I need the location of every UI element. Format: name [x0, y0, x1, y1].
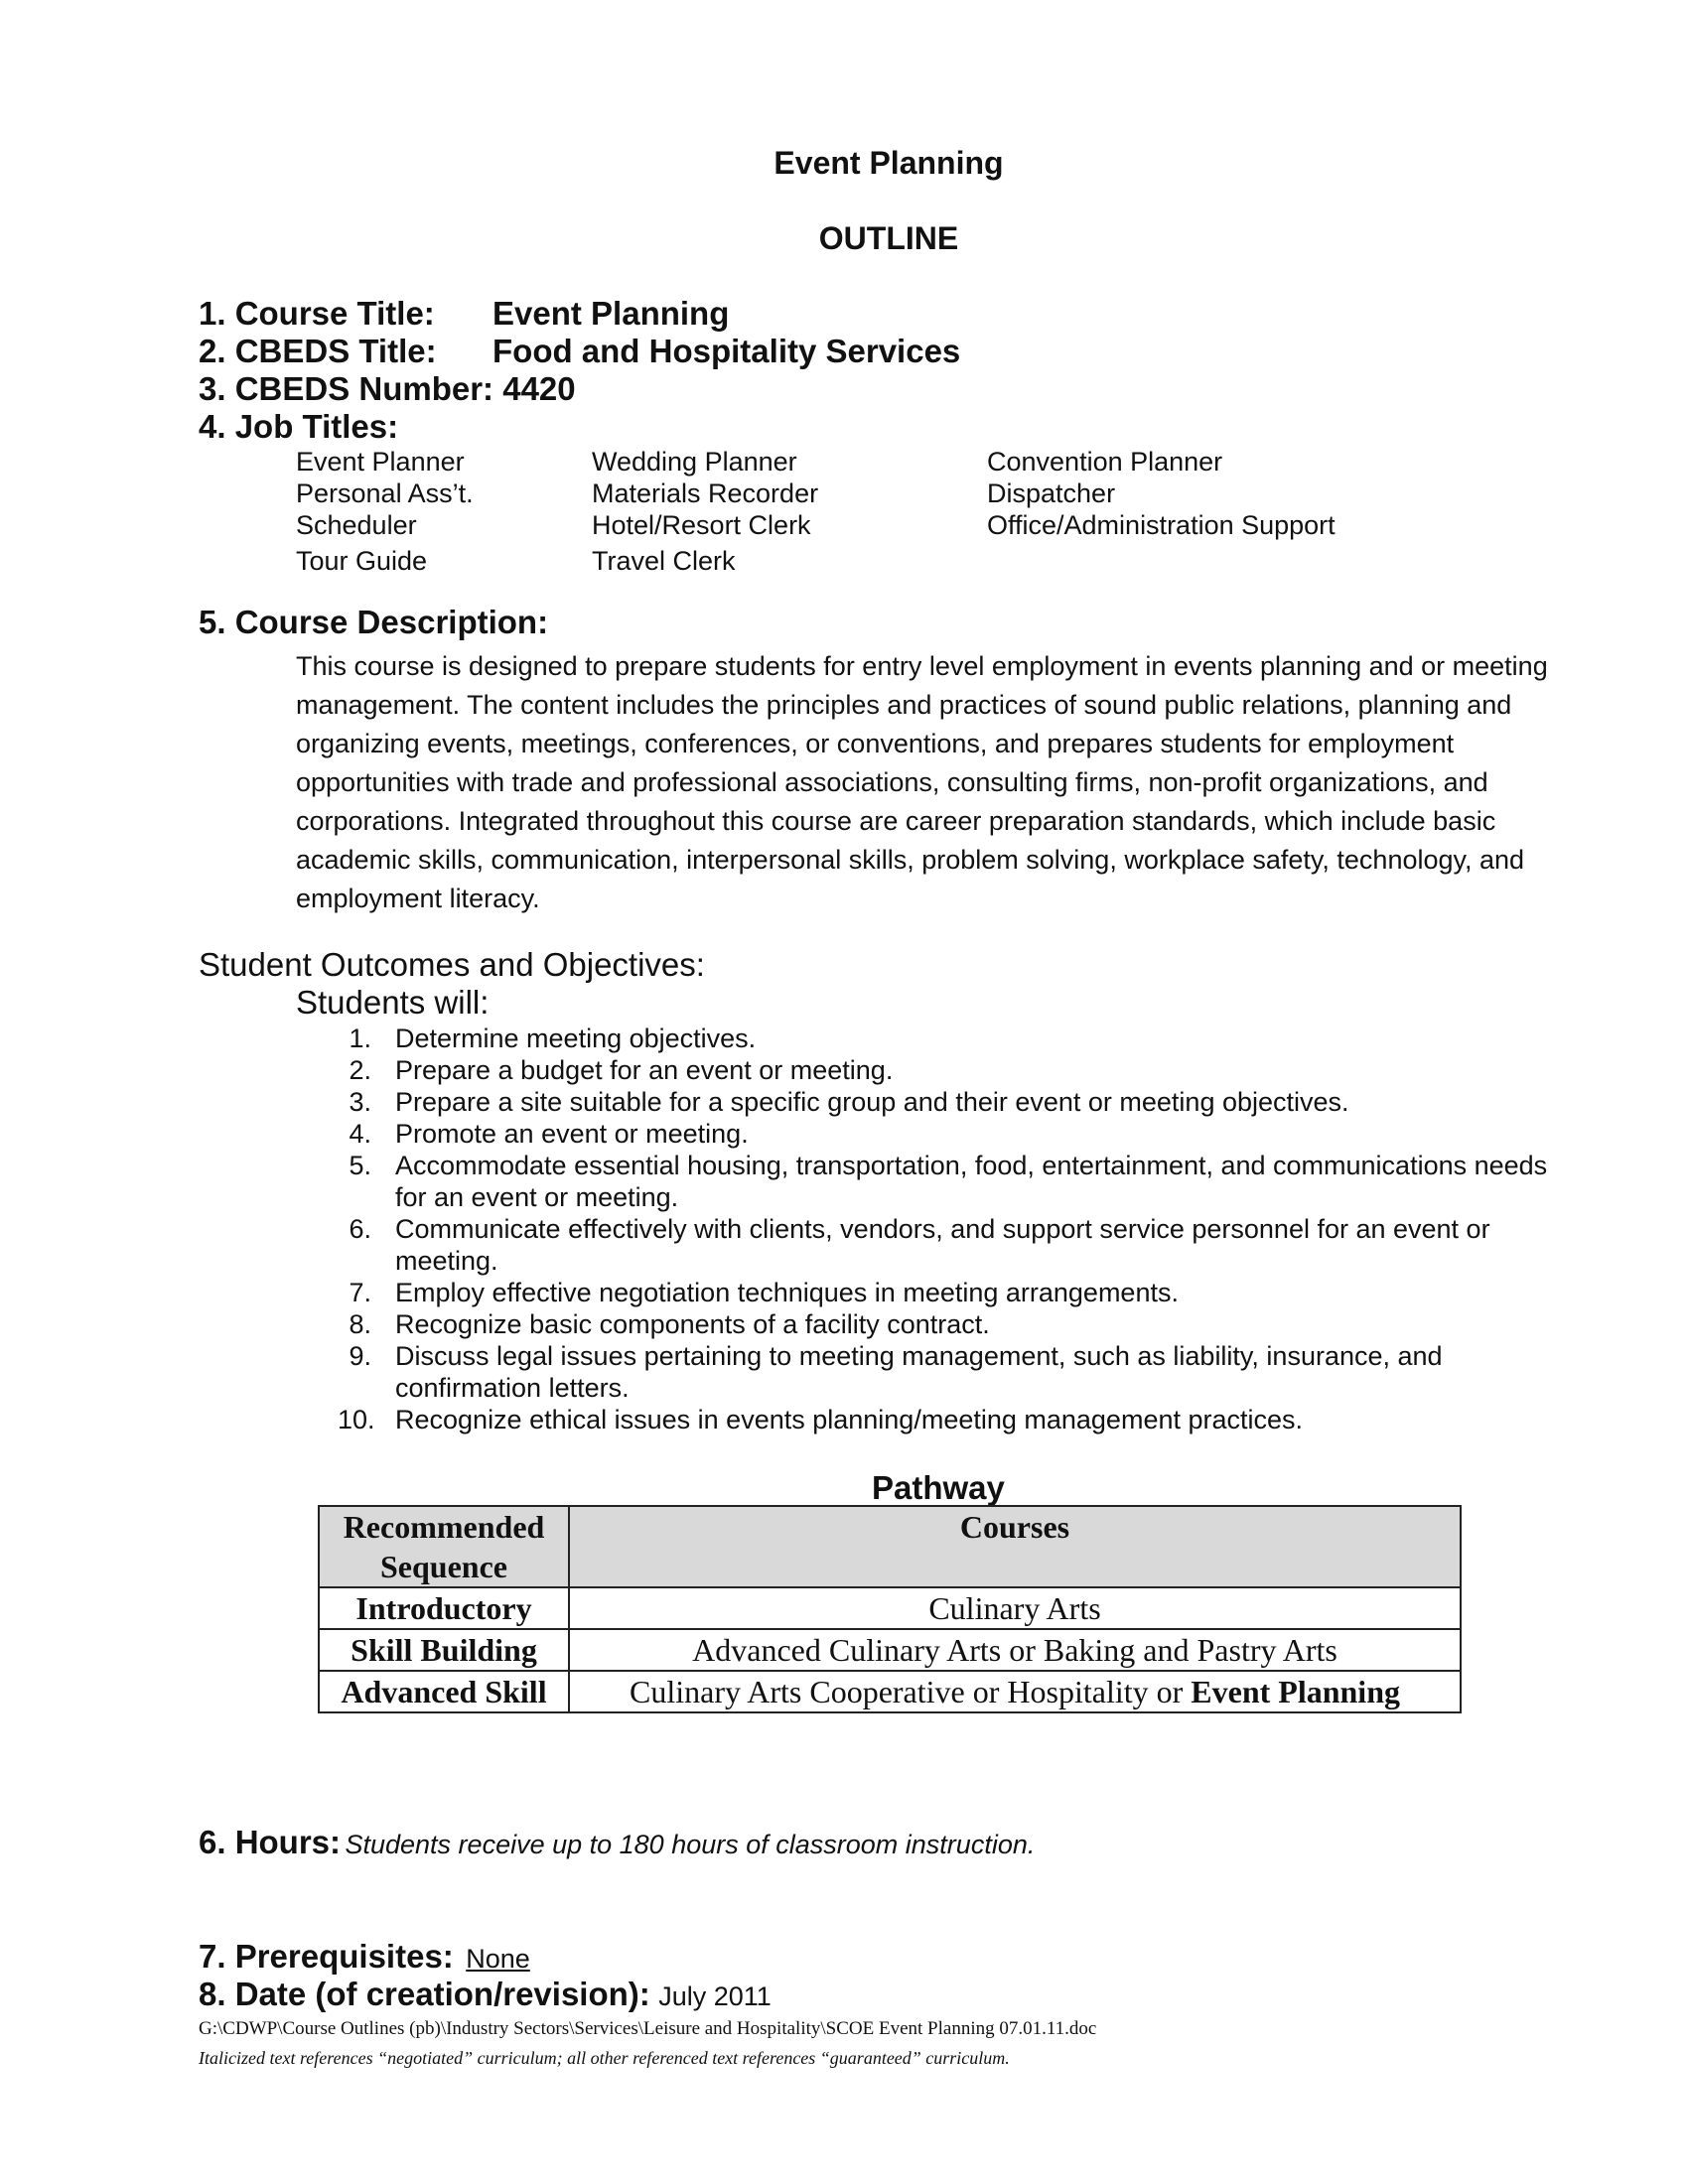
job-title: Event Planner — [296, 447, 465, 477]
objective-number: 9. — [349, 1341, 371, 1371]
sequence-column-header: Recommended Sequence — [319, 1506, 569, 1587]
objective-item — [338, 1308, 1579, 1340]
objective-text: Discuss legal issues pertaining to meeting management, such as liability, insurance, and confirmation letters. — [395, 1341, 1443, 1403]
job-row — [296, 510, 1487, 542]
cbeds-title-label: 2. CBEDS Title: — [199, 333, 437, 369]
objective-text: Recognize ethical issues in events planning/meeting management practices. — [395, 1405, 1304, 1434]
objective-number: 2. — [349, 1055, 371, 1085]
job-title: Wedding Planner — [592, 447, 797, 477]
courses-emphasis: Event Planning — [1191, 1674, 1400, 1709]
sequence-cell: Skill Building — [319, 1629, 569, 1671]
objective-number: 7. — [349, 1278, 371, 1307]
objective-item — [338, 1118, 1579, 1150]
objective-text: Prepare a site suitable for a specific group and their event or meeting objectives. — [395, 1087, 1349, 1117]
courses-cell — [569, 1629, 1461, 1671]
cbeds-title-line — [199, 333, 961, 370]
date-line — [199, 1976, 772, 2013]
cbeds-title-value: Food and Hospitality Services — [492, 333, 961, 369]
objective-item — [338, 1277, 1579, 1308]
job-title: Personal Ass’t. — [296, 478, 474, 508]
job-row — [296, 478, 1487, 510]
job-title: Convention Planner — [987, 447, 1223, 477]
file-path-footer: G:\CDWP\Course Outlines (pb)\Industry Sectors\Services\Leisure and Hospitality\SCOE Event Planning 07.01.11.doc — [199, 2018, 1097, 2039]
course-title-line — [199, 295, 730, 333]
objectives-list — [338, 1023, 1579, 1435]
job-title: Scheduler — [296, 510, 417, 540]
course-description-text: This course is designed to prepare students for entry level employment in events planning and or meeting management. The content includes the principles and practices of sound public relations, planning and organizing events, meetings, conferences, or conventions, and prepares students for employment opportunities with trade and professional associations, consulting firms, non-profit organizations, and corporations. Integrated throughout this course are career preparation standards, which include basic academic skills, communication, interpersonal skills, problem solving, workplace safety, technology, and employment literacy. — [296, 651, 1548, 913]
courses-column-header: Courses — [569, 1506, 1461, 1587]
prerequisites-value: None — [466, 1944, 530, 1974]
objective-item — [338, 1340, 1579, 1404]
outcomes-heading: Student Outcomes and Objectives: — [199, 946, 705, 983]
date-value: July 2011 — [658, 1981, 772, 2011]
sequence-cell: Advanced Skill — [319, 1671, 569, 1712]
cbeds-number-line: 3. CBEDS Number: 4420 — [199, 370, 576, 407]
pathway-row — [319, 1587, 1461, 1629]
pathway-row — [319, 1671, 1461, 1712]
job-title: Materials Recorder — [592, 478, 819, 508]
job-title: Dispatcher — [987, 478, 1116, 508]
objective-text: Determine meeting objectives. — [395, 1024, 757, 1053]
sequence-cell: Introductory — [319, 1587, 569, 1629]
job-title: Travel Clerk — [592, 546, 736, 576]
job-titles-grid — [296, 447, 1487, 578]
objective-item — [338, 1150, 1579, 1213]
job-row — [296, 546, 1487, 578]
courses-text: Culinary Arts — [928, 1590, 1101, 1626]
course-title-label: 1. Course Title: — [199, 295, 435, 332]
job-title: Tour Guide — [296, 546, 428, 576]
outline-heading: OUTLINE — [818, 220, 959, 256]
objective-text: Accommodate essential housing, transportation, food, entertainment, and communications needs for an event or meeting. — [395, 1151, 1548, 1212]
job-titles-heading: 4. Job Titles: — [199, 408, 399, 445]
objective-number: 6. — [349, 1214, 371, 1244]
objective-number: 4. — [349, 1119, 371, 1149]
pathway-table-body — [319, 1587, 1461, 1712]
courses-text: Culinary Arts Cooperative or Hospitality or — [630, 1674, 1192, 1709]
hours-line — [199, 1824, 1035, 1861]
objective-item — [338, 1023, 1579, 1054]
pathway-title: Pathway — [872, 1469, 1005, 1506]
objective-item — [338, 1054, 1579, 1086]
objective-number: 8. — [349, 1309, 371, 1339]
courses-cell — [569, 1587, 1461, 1629]
objective-text: Recognize basic components of a facility contract. — [395, 1309, 990, 1339]
pathway-table — [318, 1505, 1462, 1713]
document-title: Event Planning — [774, 145, 1004, 181]
objective-number: 10. — [338, 1405, 375, 1434]
courses-text: Advanced Culinary Arts or Baking and Pastry Arts — [692, 1632, 1337, 1668]
job-title: Hotel/Resort Clerk — [592, 510, 811, 540]
objective-number: 5. — [349, 1151, 371, 1180]
job-row — [296, 447, 1487, 478]
objective-text: Promote an event or meeting. — [395, 1119, 749, 1149]
course-title-value: Event Planning — [492, 295, 730, 332]
pathway-row — [319, 1629, 1461, 1671]
prerequisites-line — [199, 1938, 530, 1976]
hours-text: Students receive up to 180 hours of classroom instruction. — [345, 1830, 1036, 1859]
objective-number: 3. — [349, 1087, 371, 1117]
objective-item — [338, 1086, 1579, 1118]
objective-text: Prepare a budget for an event or meeting. — [395, 1055, 894, 1085]
date-label: 8. Date (of creation/revision): — [199, 1976, 650, 2012]
outcomes-intro: Students will: — [296, 984, 490, 1021]
job-title: Office/Administration Support — [987, 510, 1336, 540]
course-description-heading: 5. Course Description: — [199, 604, 549, 640]
prerequisites-label: 7. Prerequisites: — [199, 1938, 454, 1975]
curriculum-note-footer: Italicized text references “negotiated” curriculum; all other referenced text references “guaranteed” curriculum. — [199, 2048, 1010, 2068]
objective-item — [338, 1404, 1579, 1435]
objective-item — [338, 1213, 1579, 1277]
pathway-header-row — [319, 1506, 1461, 1587]
objective-text: Communicate effectively with clients, vendors, and support service personnel for an event or meeting. — [395, 1214, 1490, 1276]
objective-text: Employ effective negotiation techniques in meeting arrangements. — [395, 1278, 1179, 1307]
hours-label: 6. Hours: — [199, 1824, 342, 1860]
courses-cell — [569, 1671, 1461, 1712]
objective-number: 1. — [349, 1024, 371, 1053]
